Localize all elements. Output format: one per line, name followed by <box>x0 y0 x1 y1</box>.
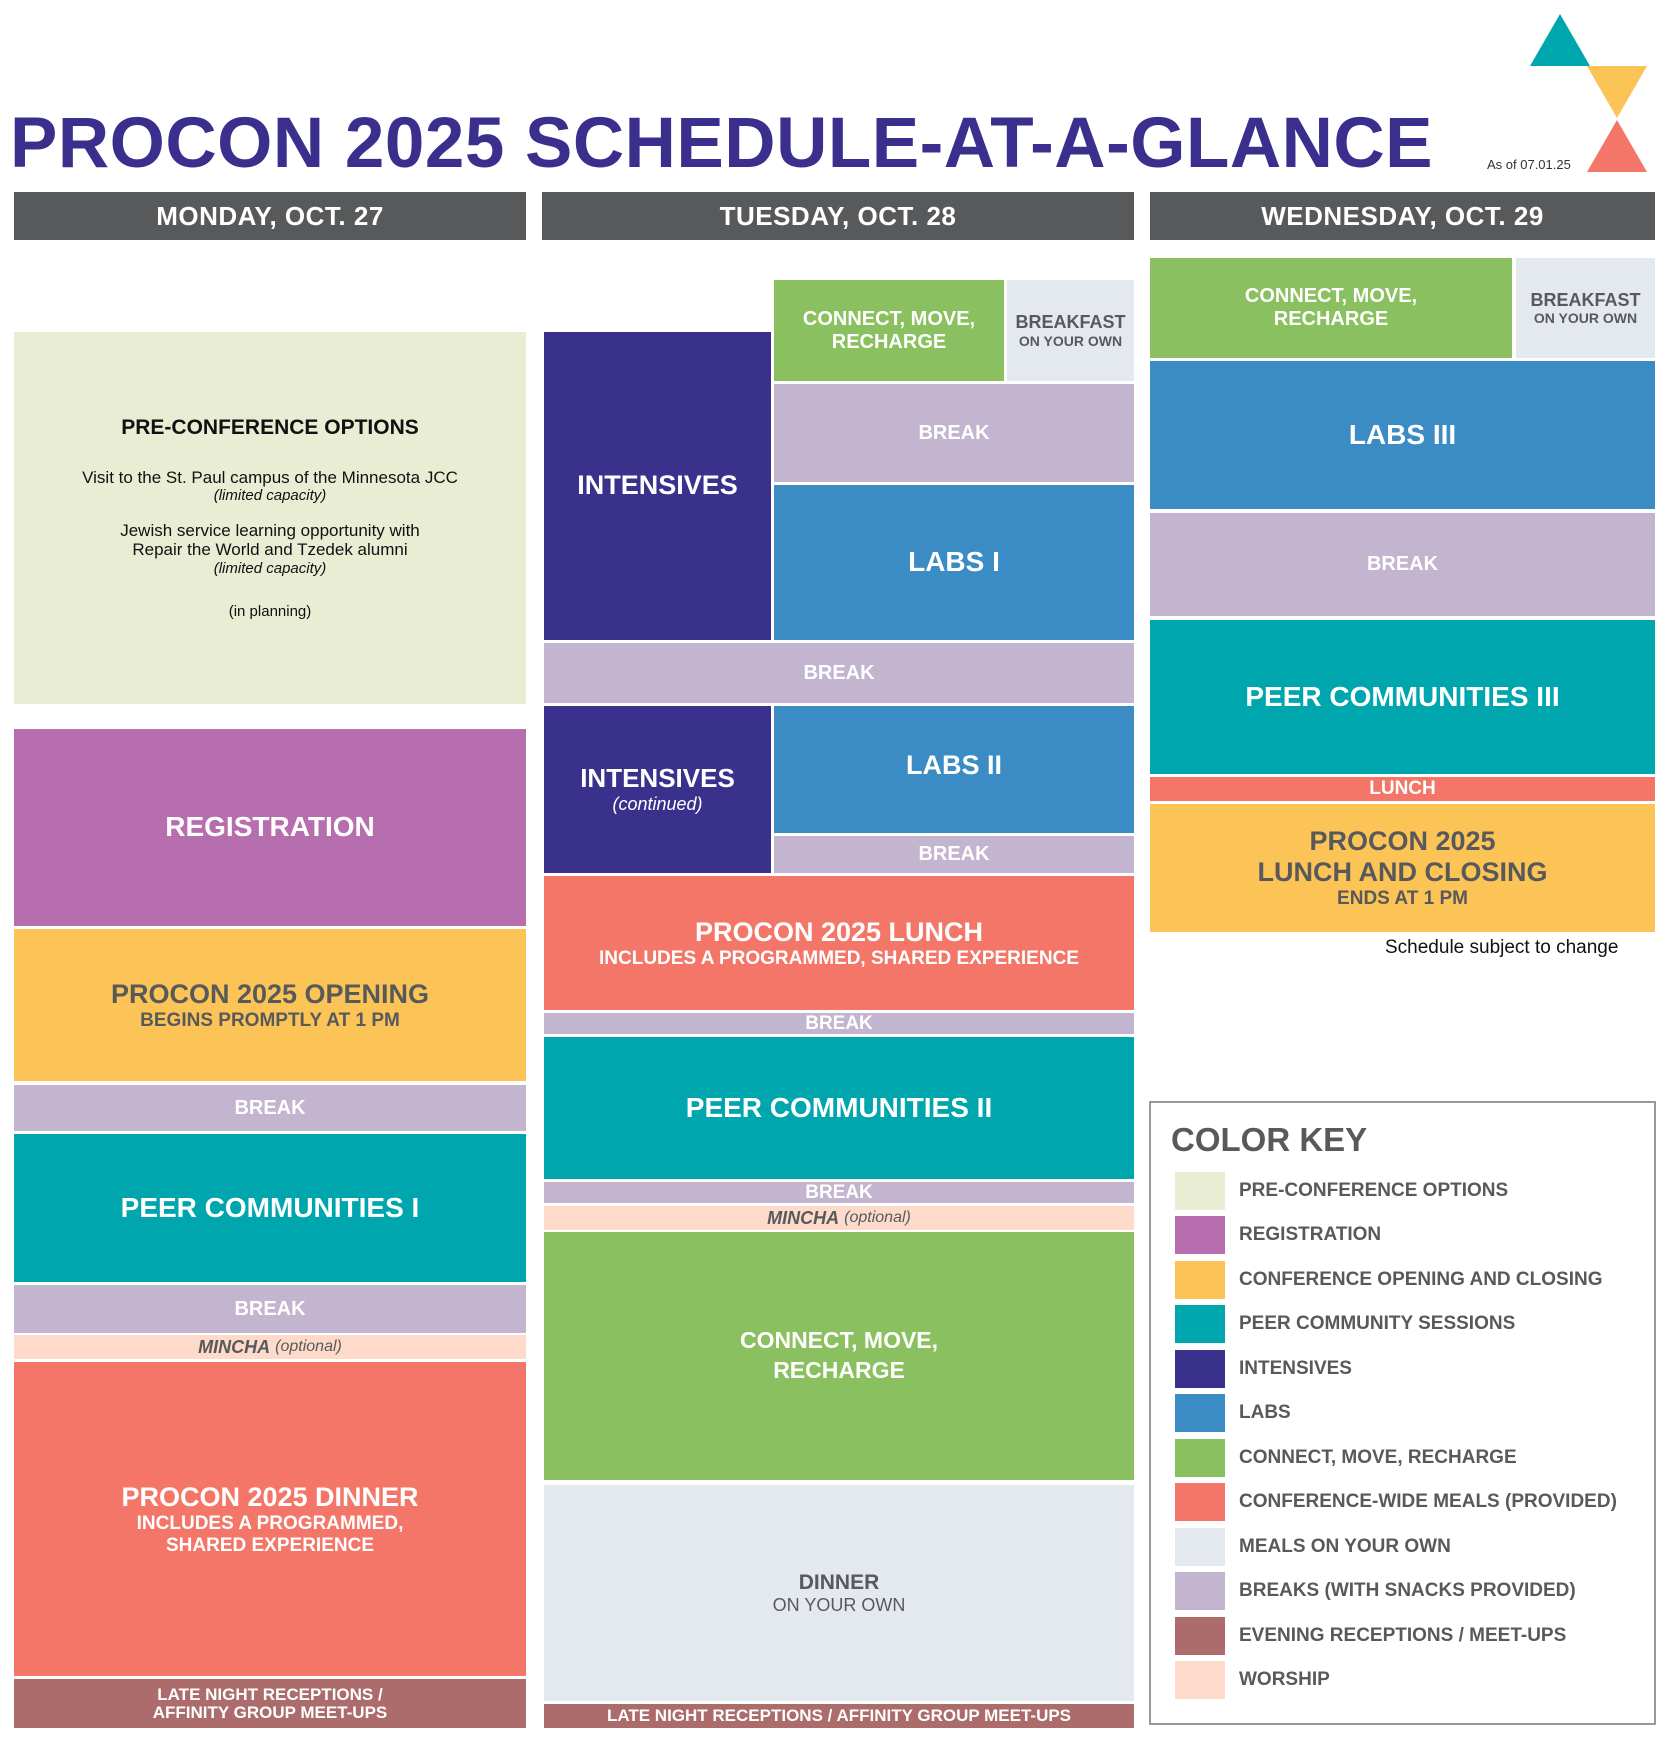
dinner-block <box>14 1362 526 1676</box>
key-item <box>1175 1172 1508 1210</box>
pre-option-jcc-note: (limited capacity) <box>213 487 327 505</box>
labs-1-label: LABS I <box>908 546 1000 578</box>
tuesday-connect-afternoon <box>544 1232 1134 1480</box>
key-swatch <box>1175 1172 1225 1210</box>
key-label: BREAKS (WITH SNACKS PROVIDED) <box>1239 1580 1576 1601</box>
labs-2-label: LABS II <box>905 750 1002 780</box>
breakfast-label: BREAKFAST <box>1530 289 1641 310</box>
key-swatch <box>1175 1483 1225 1521</box>
pre-option-service-b: Repair the World and Tzedek alumni <box>132 540 408 560</box>
registration-block <box>14 729 526 926</box>
peer-communities-2-label: PEER COMMUNITIES II <box>685 1091 993 1123</box>
logo-coral-triangle <box>1587 120 1647 172</box>
dinner-sublabel: ON YOUR OWN <box>772 1594 906 1615</box>
key-item <box>1175 1661 1330 1699</box>
key-item <box>1175 1350 1352 1388</box>
connect-line-1: CONNECT, MOVE, <box>1244 285 1418 307</box>
lunch-label: LUNCH <box>1369 778 1436 800</box>
monday-mincha <box>14 1335 526 1359</box>
monday-break-2 <box>14 1285 526 1333</box>
intensives-label: INTENSIVES <box>577 470 738 501</box>
tuesday-mincha <box>544 1206 1134 1230</box>
key-swatch <box>1175 1394 1225 1432</box>
pre-conference-title: PRE-CONFERENCE OPTIONS <box>121 415 419 439</box>
wednesday-lunch <box>1150 777 1655 801</box>
key-label: CONFERENCE-WIDE MEALS (PROVIDED) <box>1239 1491 1617 1512</box>
key-label: PRE-CONFERENCE OPTIONS <box>1239 1180 1509 1201</box>
break-label: BREAK <box>234 1096 306 1119</box>
lunch-title: PROCON 2025 LUNCH <box>694 916 984 947</box>
tuesday-connect-morning <box>774 280 1004 381</box>
logo-triangles <box>1530 14 1650 174</box>
dinner-subtitle-2: SHARED EXPERIENCE <box>166 1534 374 1556</box>
page-title: PROCON 2025 SCHEDULE-AT-A-GLANCE <box>10 104 1433 183</box>
wednesday-break <box>1150 513 1655 616</box>
peer-communities-2-block <box>544 1037 1134 1179</box>
intensives-continued-label: INTENSIVES <box>580 763 735 794</box>
key-item <box>1175 1394 1291 1432</box>
monday-break-1 <box>14 1085 526 1131</box>
key-item <box>1175 1528 1451 1566</box>
labs-3-label: LABS III <box>1348 418 1457 450</box>
late-night-label: LATE NIGHT RECEPTIONS / AFFINITY GROUP MEET-UPS <box>606 1706 1072 1726</box>
key-label: CONFERENCE OPENING AND CLOSING <box>1239 1269 1603 1290</box>
logo-yellow-triangle <box>1587 66 1647 118</box>
mincha-label: MINCHA <box>767 1207 840 1228</box>
opening-title: PROCON 2025 OPENING <box>110 978 430 1009</box>
dinner-label: DINNER <box>798 1570 880 1594</box>
break-label: BREAK <box>1366 553 1439 575</box>
wednesday-breakfast <box>1516 258 1655 358</box>
tuesday-break-d <box>544 1013 1134 1034</box>
tuesday-break-a <box>774 384 1134 482</box>
break-label: BREAK <box>805 1012 873 1034</box>
peer-communities-1-block <box>14 1134 526 1282</box>
peer-communities-3-block <box>1150 620 1655 774</box>
key-swatch <box>1175 1305 1225 1343</box>
connect-line-2: RECHARGE <box>831 330 947 353</box>
closing-subtitle: ENDS AT 1 PM <box>1337 888 1468 910</box>
intensives-block <box>544 332 771 640</box>
tuesday-late-night <box>544 1704 1134 1728</box>
intensives-continued-note: (continued) <box>612 794 703 815</box>
key-label: INTENSIVES <box>1239 1358 1352 1379</box>
connect-line-1: CONNECT, MOVE, <box>739 1327 939 1354</box>
breakfast-sublabel: ON YOUR OWN <box>1533 310 1638 327</box>
day-header-monday: MONDAY, OCT. 27 <box>14 192 526 240</box>
key-item <box>1175 1439 1517 1477</box>
break-label: BREAK <box>803 661 875 684</box>
pre-option-planning: (in planning) <box>228 603 312 621</box>
day-header-wednesday: WEDNESDAY, OCT. 29 <box>1150 192 1655 240</box>
key-label: CONNECT, MOVE, RECHARGE <box>1239 1447 1517 1468</box>
connect-line-2: RECHARGE <box>773 1357 905 1383</box>
dinner-title: PROCON 2025 DINNER <box>121 1481 419 1512</box>
monday-late-night <box>14 1679 526 1728</box>
key-label: PEER COMMUNITY SESSIONS <box>1239 1313 1516 1334</box>
closing-block <box>1150 804 1655 932</box>
key-swatch <box>1175 1617 1225 1655</box>
color-key <box>1149 1101 1656 1725</box>
key-label: LABS <box>1239 1402 1291 1423</box>
key-swatch <box>1175 1216 1225 1254</box>
peer-communities-1-label: PEER COMMUNITIES I <box>120 1191 420 1223</box>
pre-option-service-a: Jewish service learning opportunity with <box>120 520 420 540</box>
key-item <box>1175 1572 1576 1610</box>
key-label: MEALS ON YOUR OWN <box>1239 1536 1451 1557</box>
logo-teal-triangle <box>1530 14 1590 66</box>
closing-title-1: PROCON 2025 <box>1309 826 1496 857</box>
labs-3-block <box>1150 361 1655 509</box>
break-label: BREAK <box>918 843 990 865</box>
key-swatch <box>1175 1572 1225 1610</box>
pre-conference-block <box>14 332 526 704</box>
tuesday-lunch-block <box>544 876 1134 1010</box>
key-item <box>1175 1261 1603 1299</box>
mincha-note: (optional) <box>275 1337 342 1355</box>
connect-line-1: CONNECT, MOVE, <box>802 307 976 330</box>
lunch-subtitle: INCLUDES A PROGRAMMED, SHARED EXPERIENCE <box>599 947 1079 969</box>
key-swatch <box>1175 1261 1225 1299</box>
wednesday-connect-morning <box>1150 258 1512 358</box>
as-of-date: As of 07.01.25 <box>1487 157 1571 172</box>
tuesday-break-e <box>544 1182 1134 1203</box>
key-label: WORSHIP <box>1239 1669 1330 1690</box>
dinner-subtitle-1: INCLUDES A PROGRAMMED, <box>136 1512 404 1534</box>
late-night-line-2: AFFINITY GROUP MEET-UPS <box>152 1702 388 1722</box>
key-swatch <box>1175 1350 1225 1388</box>
mincha-note: (optional) <box>844 1208 911 1226</box>
key-label: EVENING RECEPTIONS / MEET-UPS <box>1239 1625 1567 1646</box>
key-item <box>1175 1305 1515 1343</box>
break-label: BREAK <box>234 1297 306 1320</box>
key-label: REGISTRATION <box>1239 1224 1382 1245</box>
color-key-title: COLOR KEY <box>1171 1121 1368 1158</box>
opening-block <box>14 929 526 1081</box>
connect-line-2: RECHARGE <box>1273 308 1389 330</box>
breakfast-label: BREAKFAST <box>1015 312 1126 333</box>
schedule-notice: Schedule subject to change <box>1385 937 1619 958</box>
tuesday-break-c <box>774 836 1134 873</box>
peer-communities-3-label: PEER COMMUNITIES III <box>1245 680 1560 712</box>
key-swatch <box>1175 1439 1225 1477</box>
key-item <box>1175 1216 1381 1254</box>
key-item <box>1175 1483 1617 1521</box>
labs-2-block <box>774 706 1134 833</box>
mincha-label: MINCHA <box>198 1336 271 1357</box>
break-label: BREAK <box>918 421 990 444</box>
registration-label: REGISTRATION <box>165 811 375 843</box>
key-swatch <box>1175 1528 1225 1566</box>
pre-option-jcc: Visit to the St. Paul campus of the Minnesota JCC <box>82 467 458 487</box>
pre-option-service-note: (limited capacity) <box>213 559 327 577</box>
opening-subtitle: BEGINS PROMPTLY AT 1 PM <box>140 1009 400 1031</box>
breakfast-sublabel: ON YOUR OWN <box>1018 332 1123 349</box>
key-item <box>1175 1617 1566 1655</box>
break-label: BREAK <box>805 1181 873 1203</box>
key-swatch <box>1175 1661 1225 1699</box>
closing-title-2: LUNCH AND CLOSING <box>1257 857 1548 888</box>
tuesday-dinner-block <box>544 1485 1134 1701</box>
tuesday-break-b <box>544 643 1134 703</box>
labs-1-block <box>774 485 1134 640</box>
tuesday-breakfast <box>1007 280 1134 381</box>
late-night-line-1: LATE NIGHT RECEPTIONS / <box>157 1684 383 1704</box>
intensives-continued-block <box>544 706 771 873</box>
day-header-tuesday: TUESDAY, OCT. 28 <box>542 192 1134 240</box>
